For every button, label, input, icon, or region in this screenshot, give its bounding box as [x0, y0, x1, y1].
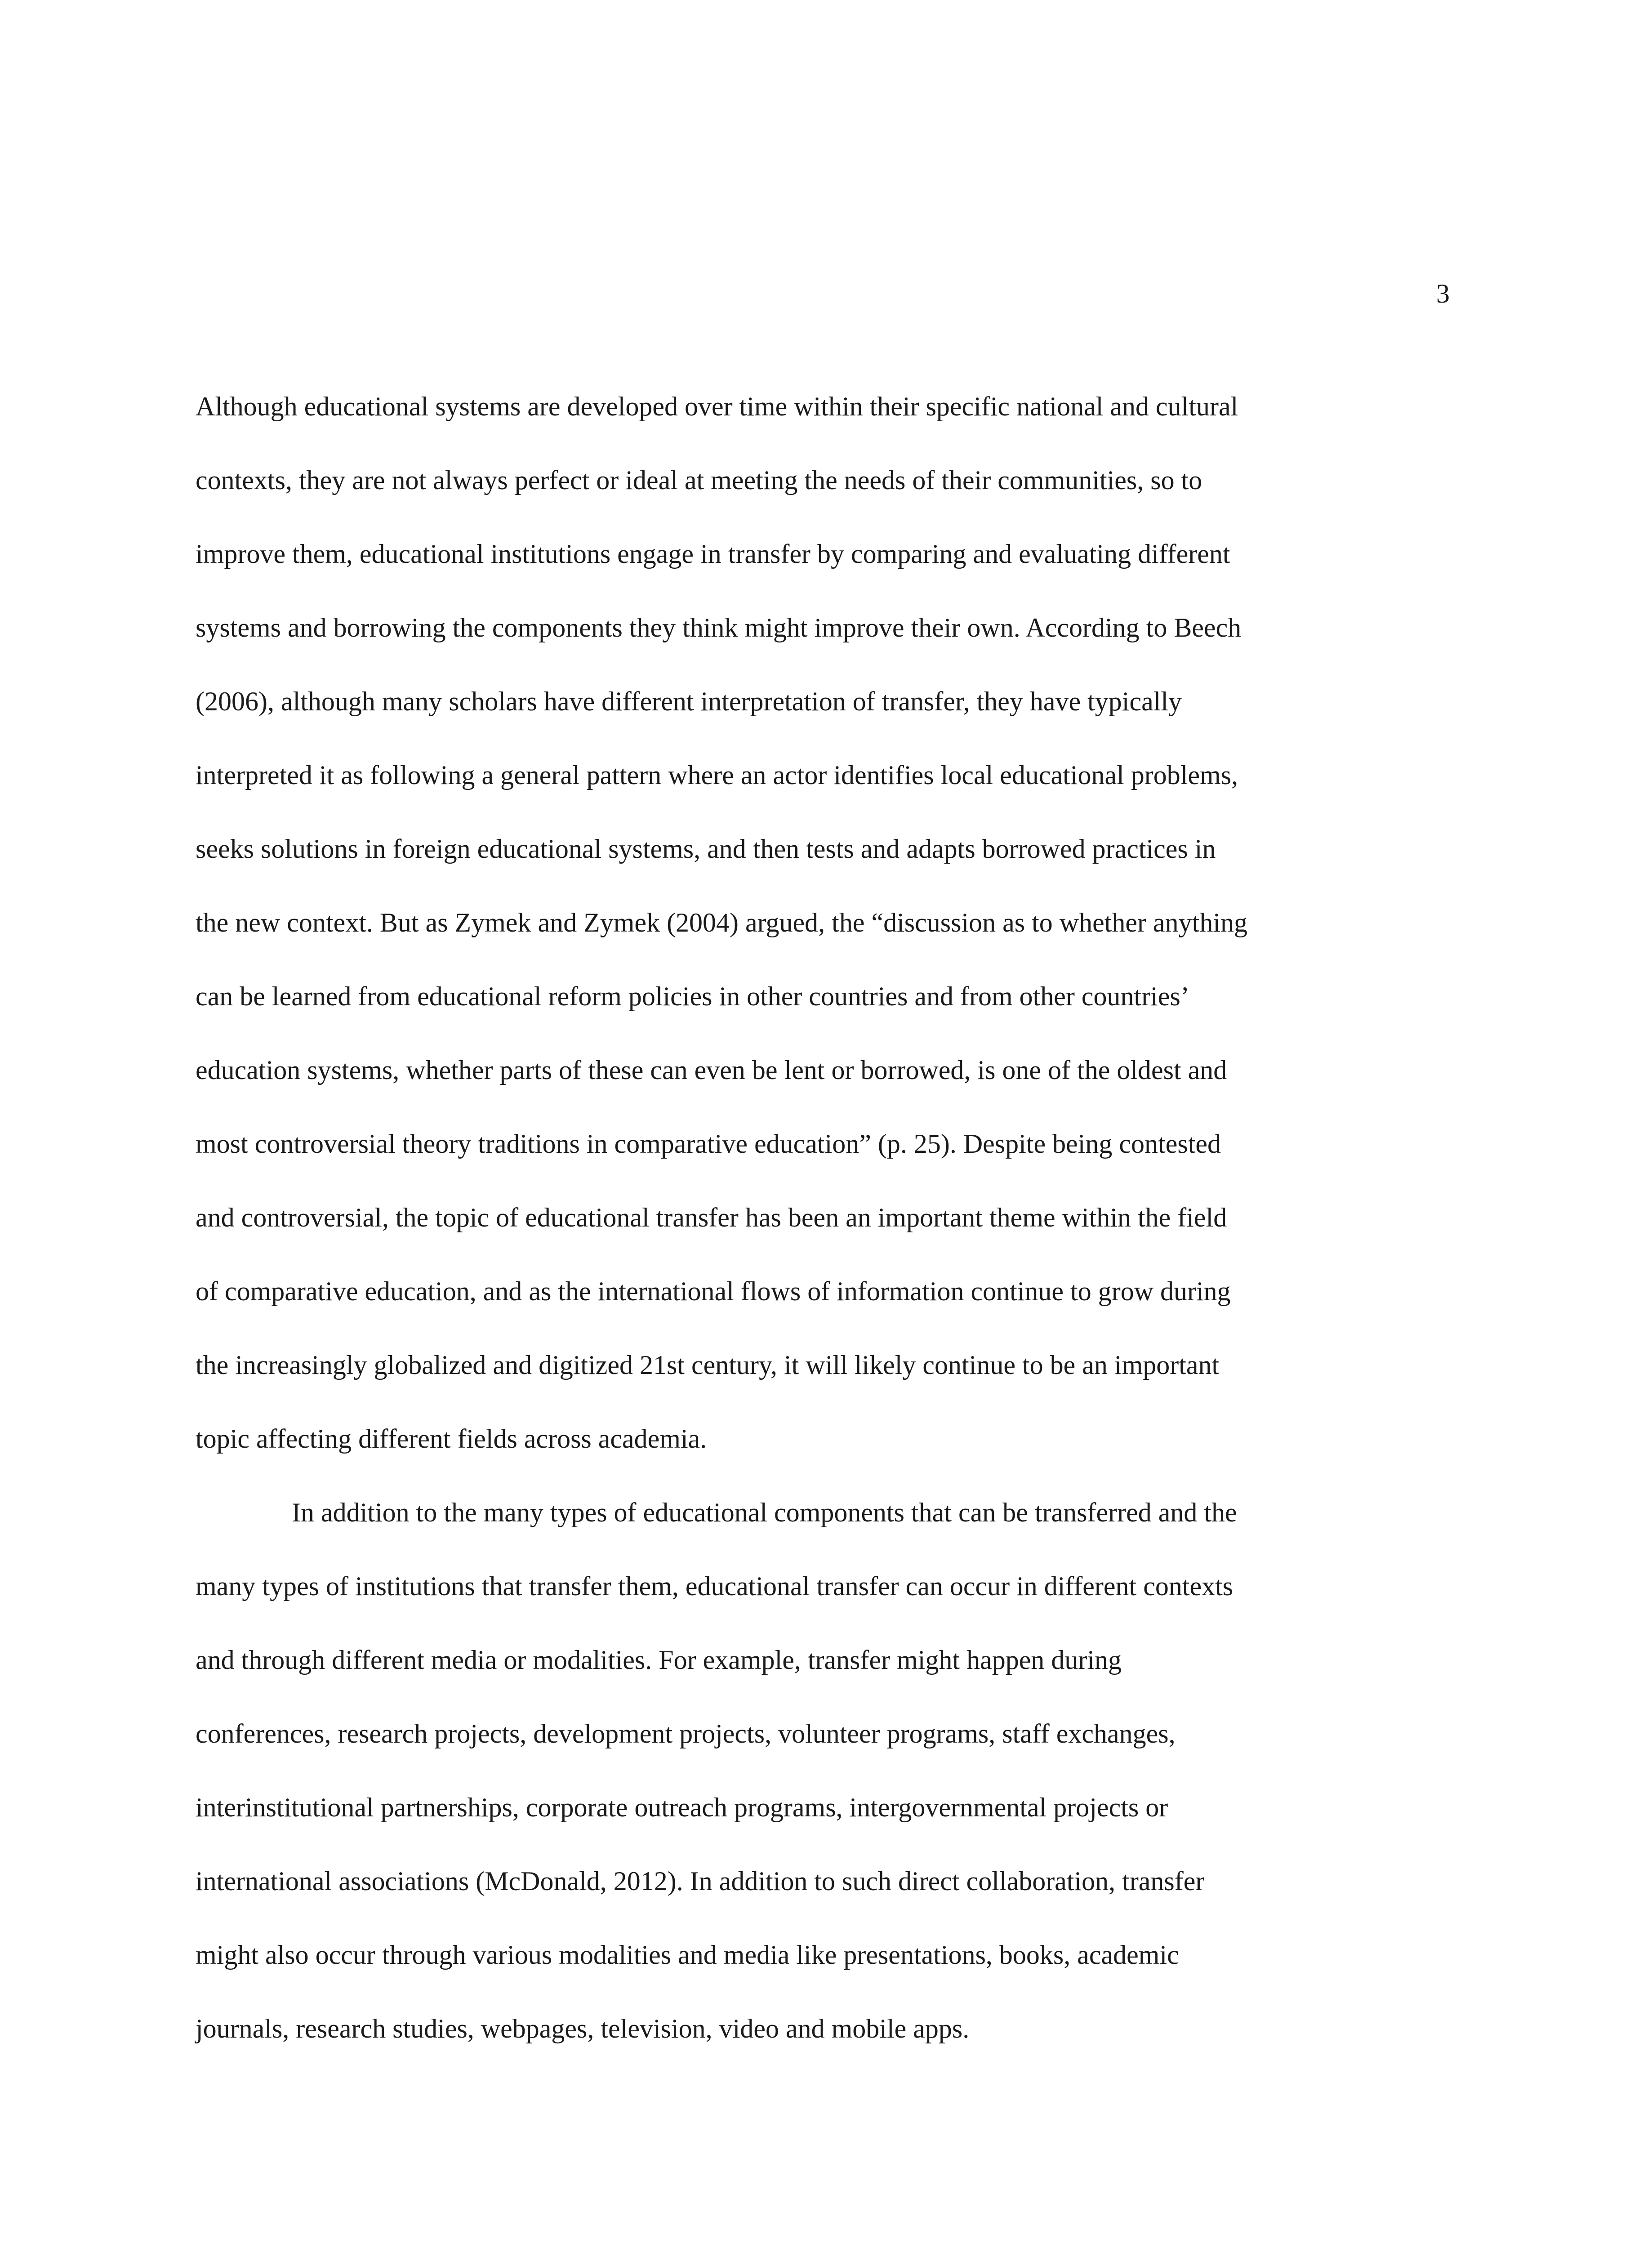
text-line: the increasingly globalized and digitized 21st century, it will likely continue to be an important — [196, 1350, 1220, 1380]
text-line: seeks solutions in foreign educational systems, and then tests and adapts borrowed practices in — [196, 834, 1216, 864]
body-text — [196, 370, 1463, 2065]
text-line: education systems, whether parts of these can even be lent or borrowed, is one of the oldest and — [196, 1055, 1227, 1085]
text-line: interinstitutional partnerships, corporate outreach programs, intergovernmental projects or — [196, 1793, 1168, 1822]
text-line: systems and borrowing the components they think might improve their own. According to Beech — [196, 613, 1242, 642]
text-line: many types of institutions that transfer them, educational transfer can occur in different contexts — [196, 1571, 1233, 1601]
text-line: might also occur through various modalities and media like presentations, books, academic — [196, 1940, 1179, 1970]
text-line: Although educational systems are developed over time within their specific national and cultural — [196, 392, 1238, 421]
text-line: and controversial, the topic of educational transfer has been an important theme within the field — [196, 1203, 1227, 1232]
paragraph-2 — [196, 1476, 1463, 2065]
text-line: the new context. But as Zymek and Zymek (2004) argued, the “discussion as to whether anything — [196, 908, 1247, 937]
text-line: international associations (McDonald, 2012). In addition to such direct collaboration, transfer — [196, 1866, 1205, 1896]
text-line: In addition to the many types of educational components that can be transferred and the — [292, 1498, 1237, 1527]
text-line: can be learned from educational reform policies in other countries and from other countries’ — [196, 981, 1189, 1011]
text-line: journals, research studies, webpages, television, video and mobile apps. — [196, 2014, 970, 2043]
text-line: and through different media or modalities. For example, transfer might happen during — [196, 1645, 1122, 1675]
text-line: most controversial theory traditions in comparative education” (p. 25). Despite being contested — [196, 1129, 1221, 1159]
text-line: topic affecting different fields across academia. — [196, 1424, 707, 1454]
text-line: (2006), although many scholars have different interpretation of transfer, they have typically — [196, 687, 1182, 716]
text-line: contexts, they are not always perfect or ideal at meeting the needs of their communities, so to — [196, 465, 1202, 495]
text-line: interpreted it as following a general pattern where an actor identifies local educational problems, — [196, 760, 1238, 790]
text-line: improve them, educational institutions engage in transfer by comparing and evaluating different — [196, 539, 1230, 569]
text-line: of comparative education, and as the international flows of information continue to grow during — [196, 1276, 1231, 1306]
page-number: 3 — [1436, 279, 1450, 308]
text-line: conferences, research projects, development projects, volunteer programs, staff exchanges, — [196, 1719, 1176, 1748]
paragraph-1 — [196, 370, 1463, 1476]
